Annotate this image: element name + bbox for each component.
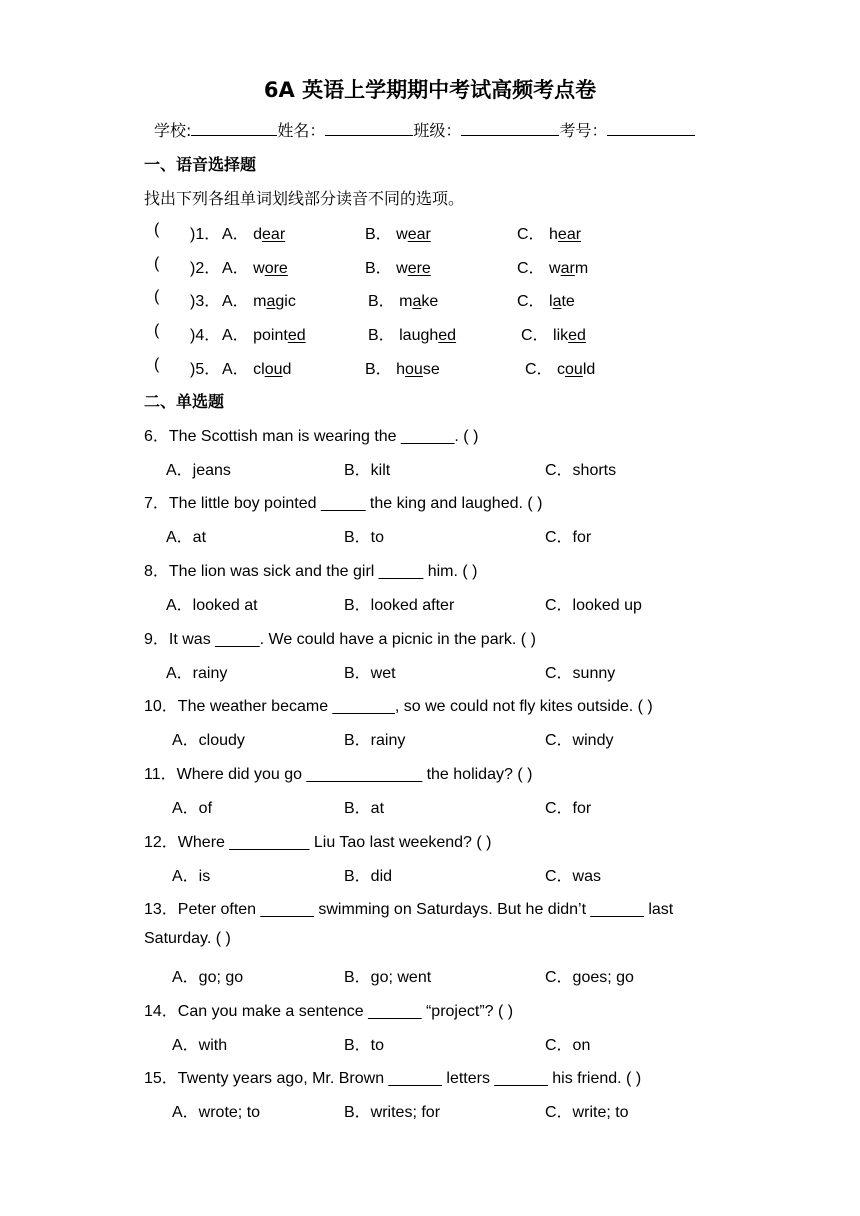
choice-a[interactable]: A．looked at: [166, 597, 258, 614]
question-text: 12．Where _________ Liu Tao last weekend? ( ): [144, 834, 492, 851]
choice-a[interactable]: A．cloudy: [172, 732, 245, 749]
question-text: 6．The Scottish man is wearing the ______. ( ): [144, 428, 479, 445]
underlined-part: ou: [565, 361, 583, 378]
option-letter: B．: [365, 260, 397, 277]
choice-c[interactable]: C．windy: [545, 732, 614, 749]
option-c[interactable]: [525, 356, 595, 379]
word-part: lik: [553, 327, 569, 344]
choice-a[interactable]: A．is: [172, 868, 211, 885]
option-letter: B．: [368, 293, 400, 310]
option-b[interactable]: [365, 221, 431, 244]
word-part: m: [574, 260, 589, 277]
word-part: h: [396, 361, 406, 378]
question-text: 9．It was _____. We could have a picnic in the park. ( ): [144, 631, 536, 648]
question-number: )4．: [190, 327, 221, 344]
choice-a[interactable]: A．at: [166, 529, 207, 546]
underlined-part: ore: [264, 260, 288, 277]
word-part: te: [561, 293, 575, 310]
choice-a[interactable]: A．wrote; to: [172, 1104, 261, 1121]
option-letter: B．: [365, 361, 397, 378]
word-part: w: [253, 260, 265, 277]
underlined-part: ed: [568, 327, 586, 344]
student-info-line: [154, 118, 695, 141]
word-part: m: [253, 293, 267, 310]
choice-a[interactable]: A．jeans: [166, 462, 231, 479]
choice-c[interactable]: C．on: [545, 1037, 591, 1054]
question-text: 7．The little boy pointed _____ the king and laughed. ( ): [144, 495, 543, 512]
option-c[interactable]: [517, 288, 575, 311]
option-b[interactable]: [365, 356, 440, 379]
choice-b[interactable]: B．at: [344, 800, 385, 817]
option-letter: A．: [222, 361, 254, 378]
option-letter: C．: [521, 327, 554, 344]
underlined-part: ou: [405, 361, 423, 378]
answer-paren[interactable]: (: [154, 221, 160, 238]
word-part: gic: [275, 293, 296, 310]
word-part: se: [422, 361, 440, 378]
option-letter: A．: [222, 260, 254, 277]
answer-paren[interactable]: (: [154, 255, 160, 272]
section1-instruction: 找出下列各组单词划线部分读音不同的选项。: [144, 189, 465, 208]
word-part: c: [557, 361, 566, 378]
choice-c[interactable]: C．looked up: [545, 597, 642, 614]
page-title: 6A 英语上学期期中考试高频考点卷: [263, 78, 597, 102]
choice-b[interactable]: B．writes; for: [344, 1104, 441, 1121]
number-blank: [607, 121, 695, 136]
option-letter: C．: [517, 260, 550, 277]
question-number: )2．: [190, 260, 221, 277]
choice-a[interactable]: A．of: [172, 800, 213, 817]
choice-b[interactable]: B．looked after: [344, 597, 455, 614]
underlined-part: ear: [262, 226, 286, 243]
option-a[interactable]: [222, 255, 288, 278]
underlined-part: ed: [287, 327, 306, 344]
number-label: 考号：: [559, 121, 608, 140]
choice-b[interactable]: B．kilt: [344, 462, 391, 479]
option-letter: C．: [525, 361, 558, 378]
word-part: ke: [421, 293, 439, 310]
choice-b[interactable]: B．to: [344, 1037, 385, 1054]
word-part: l: [549, 293, 553, 310]
answer-paren[interactable]: (: [154, 322, 160, 339]
question-text: 15．Twenty years ago, Mr. Brown ______ letters ______ his friend. ( ): [144, 1070, 642, 1087]
option-b[interactable]: [365, 255, 431, 278]
question-text: 8．The lion was sick and the girl _____ him. ( ): [144, 563, 478, 580]
school-label: 学校:: [154, 121, 192, 140]
question-text: 13．Peter often ______ swimming on Saturdays. But he didn’t ______ last: [144, 901, 674, 918]
option-letter: A．: [222, 327, 254, 344]
choice-c[interactable]: C．goes; go: [545, 969, 634, 986]
choice-c[interactable]: C．sunny: [545, 665, 616, 682]
choice-b[interactable]: B．to: [344, 529, 385, 546]
word-part: d: [282, 361, 292, 378]
choice-a[interactable]: A．with: [172, 1037, 228, 1054]
answer-paren[interactable]: (: [154, 356, 160, 373]
section1-heading: 一、语音选择题: [144, 155, 257, 174]
question-text: 14．Can you make a sentence ______ “project”? ( ): [144, 1003, 514, 1020]
choice-c[interactable]: C．write; to: [545, 1104, 629, 1121]
word-part: w: [396, 260, 408, 277]
name-blank: [325, 121, 413, 136]
option-a[interactable]: [222, 356, 291, 379]
section2-heading: 二、单选题: [144, 392, 225, 411]
option-letter: B．: [368, 327, 400, 344]
word-part: ld: [582, 361, 596, 378]
underlined-part: a: [412, 293, 422, 310]
option-letter: C．: [517, 226, 550, 243]
word-part: h: [549, 226, 558, 243]
name-label: 姓名：: [277, 121, 326, 140]
question-text: 10．The weather became _______, so we could not fly kites outside. ( ): [144, 698, 653, 715]
underlined-part: ed: [438, 327, 457, 344]
choice-b[interactable]: B．wet: [344, 665, 396, 682]
choice-a[interactable]: A．rainy: [166, 665, 228, 682]
choice-c[interactable]: C．was: [545, 868, 602, 885]
question-number: )5．: [190, 361, 221, 378]
option-letter: A．: [222, 226, 254, 243]
question-text: 11．Where did you go _____________ the holiday? ( ): [144, 766, 533, 783]
option-letter: B．: [365, 226, 397, 243]
choice-b[interactable]: B．go; went: [344, 969, 432, 986]
answer-paren[interactable]: (: [154, 288, 160, 305]
choice-c[interactable]: C．shorts: [545, 462, 617, 479]
word-part: m: [399, 293, 413, 310]
word-part: laugh: [399, 327, 439, 344]
option-letter: C．: [517, 293, 550, 310]
choice-a[interactable]: A．go; go: [172, 969, 244, 986]
word-part: d: [253, 226, 263, 243]
option-c[interactable]: [521, 322, 586, 345]
question-number: )3．: [190, 293, 221, 310]
word-part: cl: [253, 361, 265, 378]
question-number: )1．: [190, 226, 221, 243]
school-blank: [191, 121, 277, 136]
class-label: 班级：: [413, 121, 462, 140]
choice-b[interactable]: B．did: [344, 868, 393, 885]
underlined-part: a: [266, 293, 276, 310]
class-blank: [461, 121, 559, 136]
option-a[interactable]: [222, 322, 306, 345]
choice-b[interactable]: B．rainy: [344, 732, 406, 749]
word-part: point: [253, 327, 288, 344]
underlined-part: ere: [407, 260, 431, 277]
underlined-part: ear: [557, 226, 582, 243]
option-b[interactable]: [368, 288, 438, 311]
word-part: w: [549, 260, 561, 277]
underlined-part: a: [552, 293, 562, 310]
option-c[interactable]: [517, 221, 581, 244]
option-letter: A．: [222, 293, 254, 310]
option-a[interactable]: [222, 221, 285, 244]
question-text-cont: Saturday. ( ): [144, 930, 231, 947]
underlined-part: ear: [407, 226, 431, 243]
choice-c[interactable]: C．for: [545, 529, 592, 546]
underlined-part: ar: [560, 260, 575, 277]
underlined-part: ou: [264, 361, 283, 378]
option-c[interactable]: [517, 255, 588, 278]
option-b[interactable]: [368, 322, 456, 345]
choice-c[interactable]: C．for: [545, 800, 592, 817]
option-a[interactable]: [222, 288, 296, 311]
word-part: w: [396, 226, 408, 243]
